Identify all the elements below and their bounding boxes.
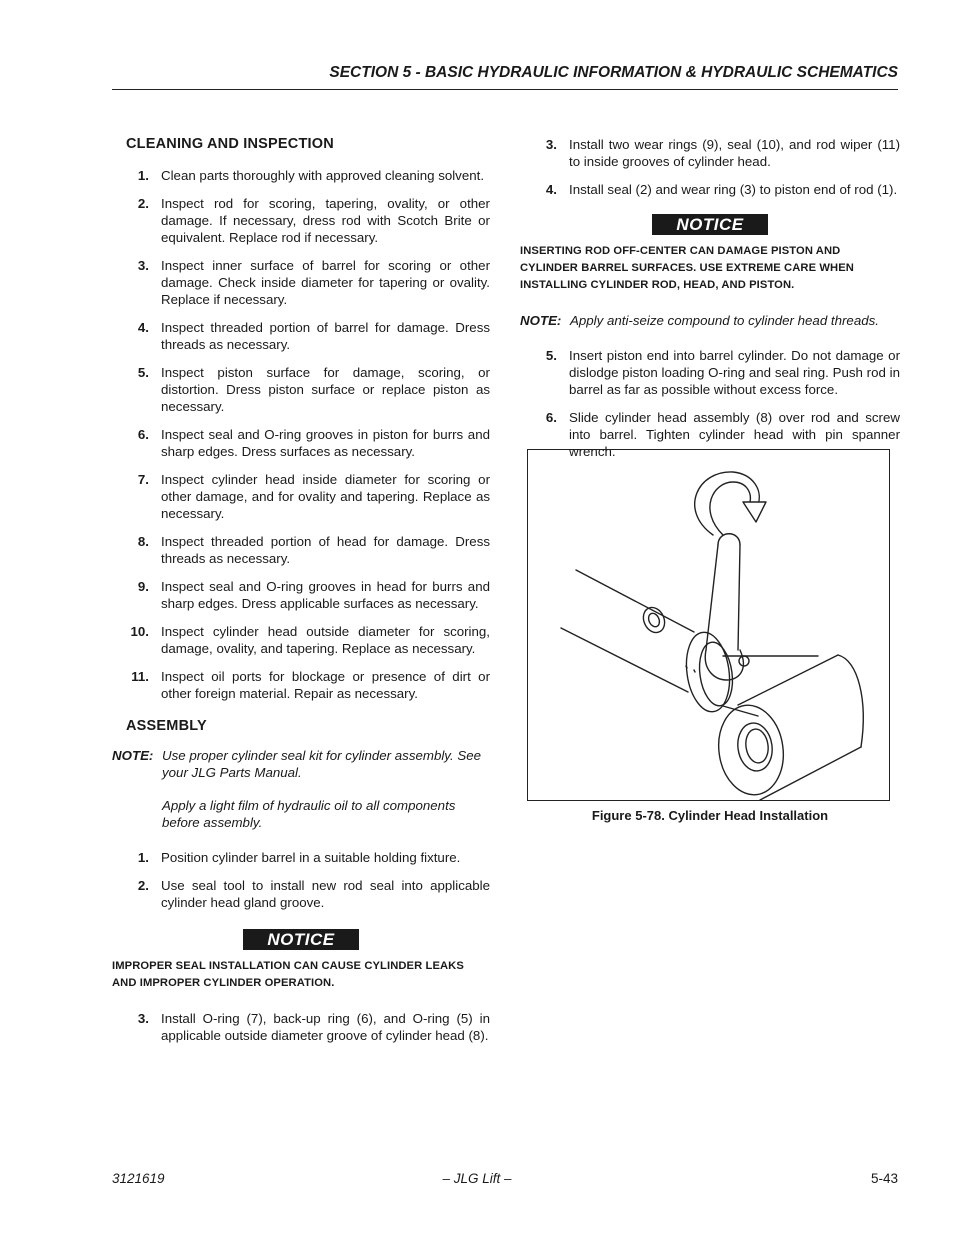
list-item <box>112 877 490 911</box>
step-text: Inspect cylinder head inside diameter for scoring or other damage, and for ovality and tapering. Replace as necessary. <box>161 472 490 521</box>
step-number: 6. <box>545 410 557 425</box>
figure-caption: Figure 5-78. Cylinder Head Installation <box>591 808 829 823</box>
note <box>112 747 490 781</box>
step-number: 3. <box>137 1011 149 1026</box>
list-item <box>112 533 490 567</box>
cleaning-steps <box>112 167 490 702</box>
step-number: 11. <box>131 669 149 684</box>
step-number: 4. <box>545 182 557 197</box>
step-text: Use seal tool to install new rod seal into applicable cylinder head gland groove. <box>161 878 490 910</box>
step-number: 1. <box>137 850 149 865</box>
step-number: 2. <box>137 196 149 211</box>
mark-dot <box>686 666 687 668</box>
left-column <box>112 136 490 1055</box>
mark-dot <box>694 670 695 672</box>
step-number: 4. <box>137 320 149 335</box>
cylinder-head-illustration <box>528 450 889 800</box>
list-item <box>112 578 490 612</box>
wrench-head <box>705 650 743 680</box>
roller-bottom-edge <box>760 747 861 800</box>
step-text: Clean parts thoroughly with approved cleaning solvent. <box>161 168 485 183</box>
step-text: Inspect seal and O-ring grooves in head for burrs and sharp edges. Dress applicable surfaces as necessary. <box>161 579 490 611</box>
list-item <box>112 257 490 308</box>
roller-top-edge <box>738 655 838 705</box>
wrench-handle-right <box>738 545 740 650</box>
step-text: Inspect threaded portion of barrel for damage. Dress threads as necessary. <box>161 320 490 352</box>
note-text: Apply anti-seize compound to cylinder head threads. <box>570 313 879 328</box>
step-text: Install two wear rings (9), seal (10), and rod wiper (11) to inside grooves of cylinder head. <box>569 137 900 169</box>
list-item <box>112 623 490 657</box>
step-number: 5. <box>545 348 557 363</box>
cleaning-heading: CLEANING AND INSPECTION <box>126 136 334 152</box>
list-item <box>112 426 490 460</box>
step-number: 9. <box>137 579 149 594</box>
step-number: 5. <box>137 365 149 380</box>
step-text: Inspect inner surface of barrel for scoring or other damage. Check inside diameter for tapering or ovality. Replace if necessary. <box>161 258 490 307</box>
rotation-arrow-inner <box>710 482 750 535</box>
wrench-top <box>718 534 740 545</box>
note <box>520 312 900 329</box>
roller-bore-inner <box>744 728 771 765</box>
notice-text: INSERTING ROD OFF-CENTER CAN DAMAGE PISTON AND CYLINDER BARREL SURFACES. USE EXTREME CARE WHEN INSTALLING CYLINDER ROD, HEAD, AND PISTON. <box>520 245 854 291</box>
notice-banner <box>112 929 490 950</box>
step-text: Inspect rod for scoring, tapering, ovality, or other damage. If necessary, dress rod with Scotch Brite or equivalent. Replace rod if necessary. <box>161 196 490 245</box>
notice-label: NOTICE <box>243 929 359 950</box>
section-header: SECTION 5 - BASIC HYDRAULIC INFORMATION & HYDRAULIC SCHEMATICS <box>329 64 898 81</box>
notice-banner <box>520 214 900 235</box>
step-text: Inspect threaded portion of head for damage. Dress threads as necessary. <box>161 534 490 566</box>
step-text: Install seal (2) and wear ring (3) to piston end of rod (1). <box>569 182 898 197</box>
list-item <box>520 347 900 398</box>
list-item <box>112 167 490 184</box>
step-text: Inspect cylinder head outside diameter for scoring, damage, ovality, and tapering. Replace as necessary. <box>161 624 490 656</box>
oil-port <box>639 604 668 636</box>
note-text-continued: Apply a light film of hydraulic oil to all components before assembly. <box>162 798 456 830</box>
footer-center-text: – JLG Lift – <box>442 1171 512 1186</box>
step-number: 1. <box>137 168 149 183</box>
document-number: 3121619 <box>112 1171 165 1186</box>
barrel-top-edge <box>576 570 694 632</box>
step-number: 3. <box>545 137 557 152</box>
step-number: 7. <box>137 472 149 487</box>
step-text: Inspect oil ports for blockage or presence of dirt or other foreign material. Repair as necessary. <box>161 669 490 701</box>
right-column <box>520 136 900 471</box>
list-item <box>112 364 490 415</box>
page-number: 5-43 <box>870 1171 898 1186</box>
list-item <box>112 195 490 246</box>
list-item <box>520 181 900 198</box>
note-label: NOTE: <box>520 313 562 328</box>
roller-end <box>713 701 789 799</box>
list-item <box>112 319 490 353</box>
note-text: Use proper cylinder seal kit for cylinder assembly. See your JLG Parts Manual. <box>162 748 482 780</box>
step-number: 2. <box>137 878 149 893</box>
notice-text: IMPROPER SEAL INSTALLATION CAN CAUSE CYLINDER LEAKS AND IMPROPER CYLINDER OPERATION. <box>112 960 464 989</box>
step-text: Position cylinder barrel in a suitable holding fixture. <box>161 850 461 865</box>
note-label: NOTE: <box>112 748 154 763</box>
list-item <box>520 136 900 170</box>
barrel-bottom-edge <box>561 628 688 692</box>
step-number: 3. <box>137 258 149 273</box>
list-item <box>112 1010 490 1044</box>
notice-label: NOTICE <box>652 214 768 235</box>
cylinder-head-face <box>696 640 737 708</box>
list-item <box>112 849 490 866</box>
step-text: Insert piston end into barrel cylinder. Do not damage or dislodge piston loading O-ring and seal ring. Push rod in barrel as far as possible without excess force. <box>569 348 900 397</box>
step-text: Slide cylinder head assembly (8) over rod and screw into barrel. Tighten cylinder head with pin spanner wrench. <box>569 410 900 459</box>
rotation-arrow-head <box>743 502 766 522</box>
step-text: Inspect seal and O-ring grooves in piston for burrs and sharp edges. Dress surfaces as necessary. <box>161 427 490 459</box>
step-number: 10. <box>130 624 149 639</box>
step-number: 8. <box>137 534 149 549</box>
assembly-heading: ASSEMBLY <box>126 718 207 734</box>
cylinder-head-figure <box>527 449 890 801</box>
header-rule <box>112 89 898 90</box>
list-item <box>112 668 490 702</box>
roller-far-end <box>838 655 863 747</box>
step-text: Install O-ring (7), back-up ring (6), and O-ring (5) in applicable outside diameter groove of cylinder head (8). <box>161 1011 490 1043</box>
step-text: Inspect piston surface for damage, scoring, or distortion. Dress piston surface or replace piston as necessary. <box>161 365 490 414</box>
step-number: 6. <box>137 427 149 442</box>
list-item <box>112 471 490 522</box>
